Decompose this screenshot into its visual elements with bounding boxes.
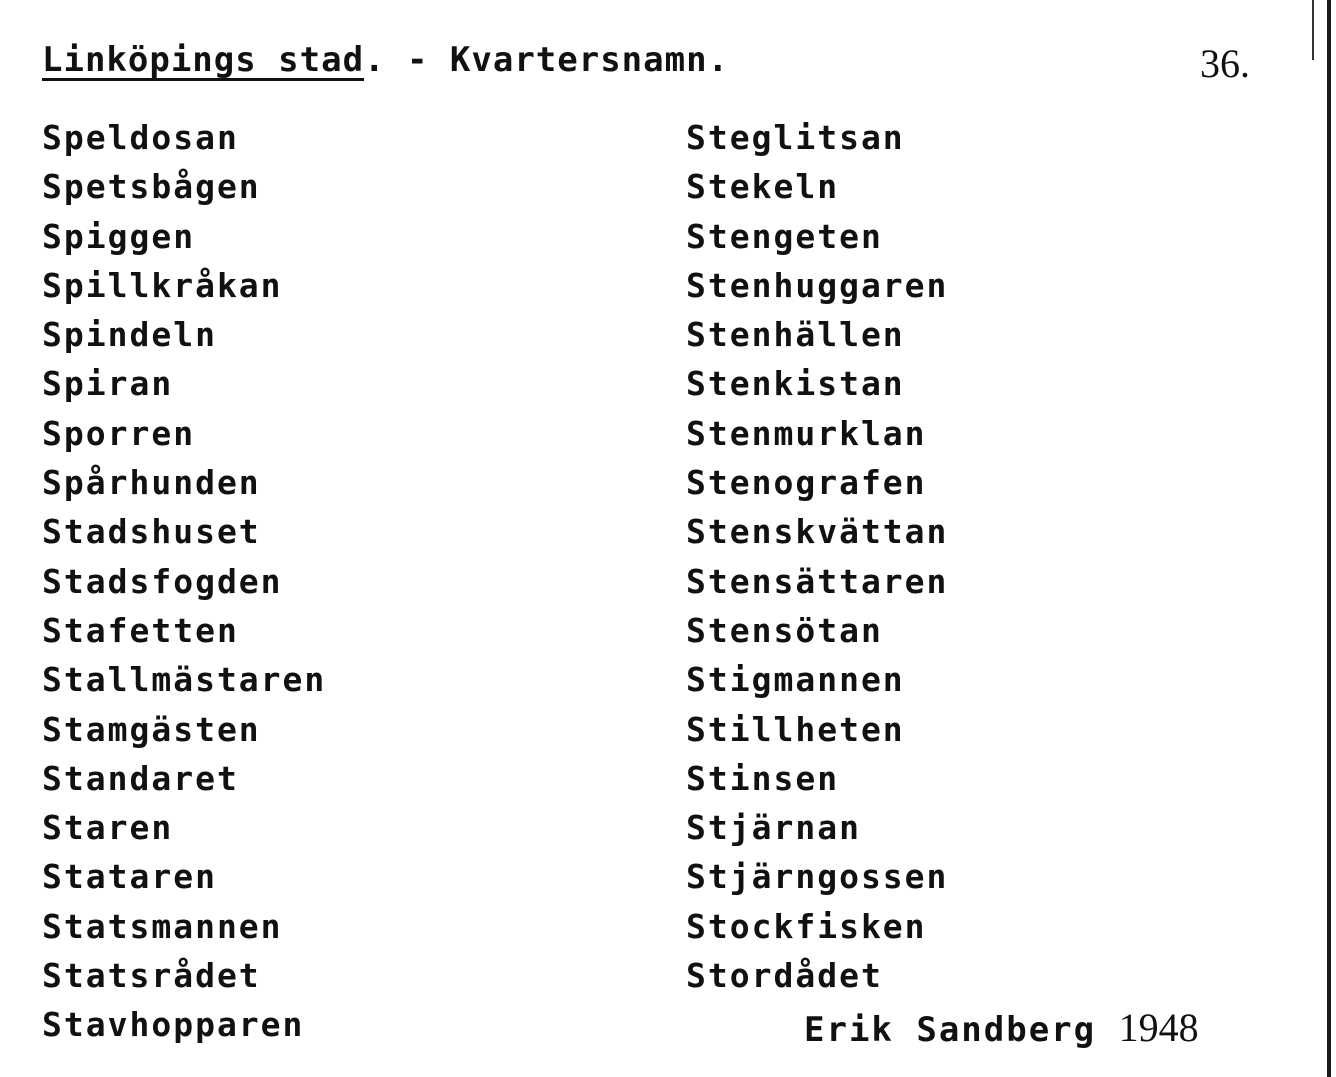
quarter-name-item: Stordådet	[686, 956, 883, 996]
quarter-name-item: Spetsbågen	[42, 167, 261, 207]
quarter-name-item: Stamgästen	[42, 709, 261, 749]
quarter-name-item: Stenkistan	[686, 364, 905, 404]
quarter-name-item: Statsrådet	[42, 956, 261, 996]
quarter-name-item: Spårhunden	[42, 463, 261, 503]
quarter-name-item: Spiran	[42, 364, 174, 404]
quarter-name-item: Stallmästaren	[42, 660, 327, 700]
quarter-name-item: Statsmannen	[42, 906, 283, 946]
city-title: Linköpings stad	[42, 40, 365, 80]
quarter-name-item: Stafetten	[42, 610, 239, 650]
quarter-name-item: Stensötan	[686, 610, 883, 650]
quarter-name-item: Stadshuset	[42, 512, 261, 552]
quarter-name-item: Stenografen	[686, 463, 927, 503]
quarter-name-item: Steglitsan	[686, 118, 905, 157]
page-edge-mark	[1312, 0, 1314, 60]
signature-year: 1948	[1118, 1005, 1199, 1050]
signature	[804, 1004, 1199, 1051]
quarter-name-item: Stadsfogden	[42, 561, 283, 601]
quarter-name-item: Stenskvättan	[686, 512, 949, 552]
page-number: 36.	[1200, 41, 1250, 86]
quarter-name-item: Standaret	[42, 758, 239, 798]
page-header	[42, 40, 729, 80]
quarter-name-item: Speldosan	[42, 118, 239, 157]
quarter-name-item: Staren	[42, 808, 174, 848]
quarter-name-item: Stockfisken	[686, 906, 927, 946]
quarter-name-item: Spillkråkan	[42, 265, 283, 305]
quarter-name-item: Spiggen	[42, 216, 196, 256]
quarter-name-item: Stenhuggaren	[686, 265, 949, 305]
page-edge-line	[1327, 0, 1331, 1077]
quarter-name-item: Stenmurklan	[686, 413, 927, 453]
quarter-name-item: Stavhopparen	[42, 1005, 305, 1045]
quarter-name-item: Spindeln	[42, 315, 217, 355]
quarter-name-item: Stengeten	[686, 216, 883, 256]
header-subtitle: . - Kvartersnamn.	[364, 40, 730, 80]
left-name-column	[42, 113, 326, 1050]
quarter-name-item: Stataren	[42, 857, 217, 897]
quarter-name-item: Stjärngossen	[686, 857, 949, 897]
quarter-name-item: Sporren	[42, 413, 196, 453]
quarter-name-item: Stillheten	[686, 709, 905, 749]
quarter-name-item: Stensättaren	[686, 561, 949, 601]
quarter-name-item: Stekeln	[686, 167, 840, 207]
author-name: Erik Sandberg	[804, 1010, 1097, 1050]
quarter-name-item: Stjärnan	[686, 808, 861, 848]
right-name-column	[686, 113, 948, 1000]
quarter-name-item: Stinsen	[686, 758, 840, 798]
quarter-name-item: Stigmannen	[686, 660, 905, 700]
quarter-name-item: Stenhällen	[686, 315, 905, 355]
